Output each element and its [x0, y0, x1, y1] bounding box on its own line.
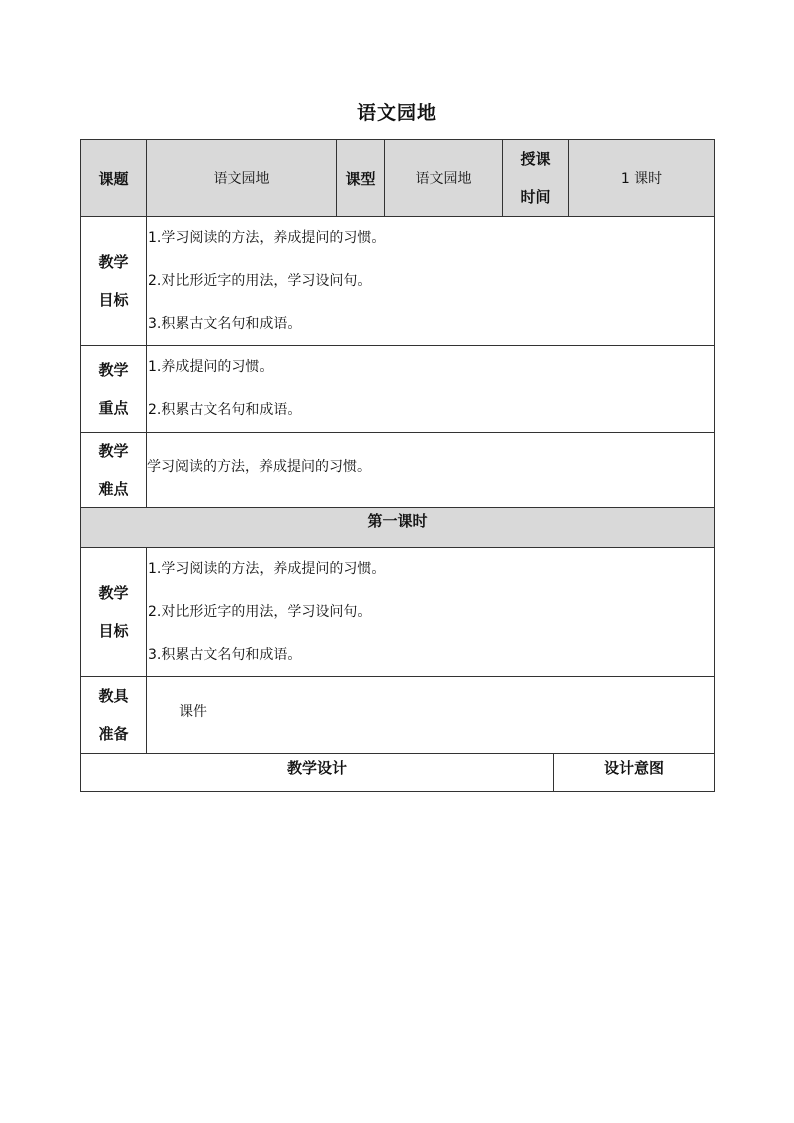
tools-label-line-2: 准备 — [98, 725, 129, 743]
tools-value: 课件 — [179, 704, 207, 720]
difficulties-text: 学习阅读的方法，养成提问的习惯。 — [147, 459, 371, 475]
subject-value-cell — [147, 140, 337, 217]
time-value: 1 课时 — [620, 171, 663, 187]
lesson-goal-item: 1.学习阅读的方法，养成提问的习惯。 — [148, 561, 386, 577]
goal-item: 3.积累古文名句和成语。 — [148, 316, 302, 332]
key-points-label-cell — [81, 346, 147, 433]
goals-label-cell — [81, 217, 147, 346]
lesson-goals-label-line-1: 教学 — [98, 584, 129, 602]
tools-content-cell — [147, 677, 715, 754]
type-label-cell — [337, 140, 385, 217]
lesson-plan-table — [80, 139, 715, 792]
design-label-cell — [81, 754, 554, 792]
time-value-cell — [569, 140, 715, 217]
goals-label-line-2: 目标 — [98, 291, 129, 309]
tools-label-line-1: 教具 — [98, 687, 129, 705]
lesson-goals-label-line-2: 目标 — [98, 622, 129, 640]
difficulties-label-cell — [81, 433, 147, 508]
tools-label-cell — [81, 677, 147, 754]
intent-label: 设计意图 — [603, 759, 664, 777]
subject-label-cell — [81, 140, 147, 217]
lesson-goal-item: 3.积累古文名句和成语。 — [148, 647, 302, 663]
time-label-line-1: 授课 — [520, 150, 551, 168]
time-label-line-2: 时间 — [520, 188, 551, 206]
design-label: 教学设计 — [286, 759, 347, 777]
goal-item: 2.对比形近字的用法，学习设问句。 — [148, 273, 372, 289]
time-label-cell — [503, 140, 569, 217]
difficulties-label-line-2: 难点 — [98, 480, 129, 498]
goals-label-line-1: 教学 — [98, 253, 129, 271]
intent-label-cell — [554, 754, 715, 792]
key-points-content-cell — [147, 346, 715, 433]
lesson-one-heading-cell — [81, 508, 715, 548]
lesson-goal-item: 2.对比形近字的用法，学习设问句。 — [148, 604, 372, 620]
difficulties-content-cell — [147, 433, 715, 508]
lesson-goals-label-cell — [81, 548, 147, 677]
lesson-one-heading: 第一课时 — [367, 512, 428, 530]
type-value: 语文园地 — [415, 171, 472, 187]
type-value-cell — [385, 140, 503, 217]
key-point-item: 2.积累古文名句和成语。 — [148, 402, 302, 418]
lesson-goals-content-cell — [147, 548, 715, 677]
key-point-item: 1.养成提问的习惯。 — [148, 359, 274, 375]
goal-item: 1.学习阅读的方法，养成提问的习惯。 — [148, 230, 386, 246]
document-title: 语文园地 — [356, 102, 437, 124]
key-points-label-line-1: 教学 — [98, 361, 129, 379]
goals-content-cell — [147, 217, 715, 346]
subject-label: 课题 — [98, 169, 129, 188]
difficulties-label-line-1: 教学 — [98, 442, 129, 460]
subject-value: 语文园地 — [213, 171, 270, 187]
key-points-label-line-2: 重点 — [98, 399, 129, 417]
type-label: 课型 — [345, 169, 376, 188]
